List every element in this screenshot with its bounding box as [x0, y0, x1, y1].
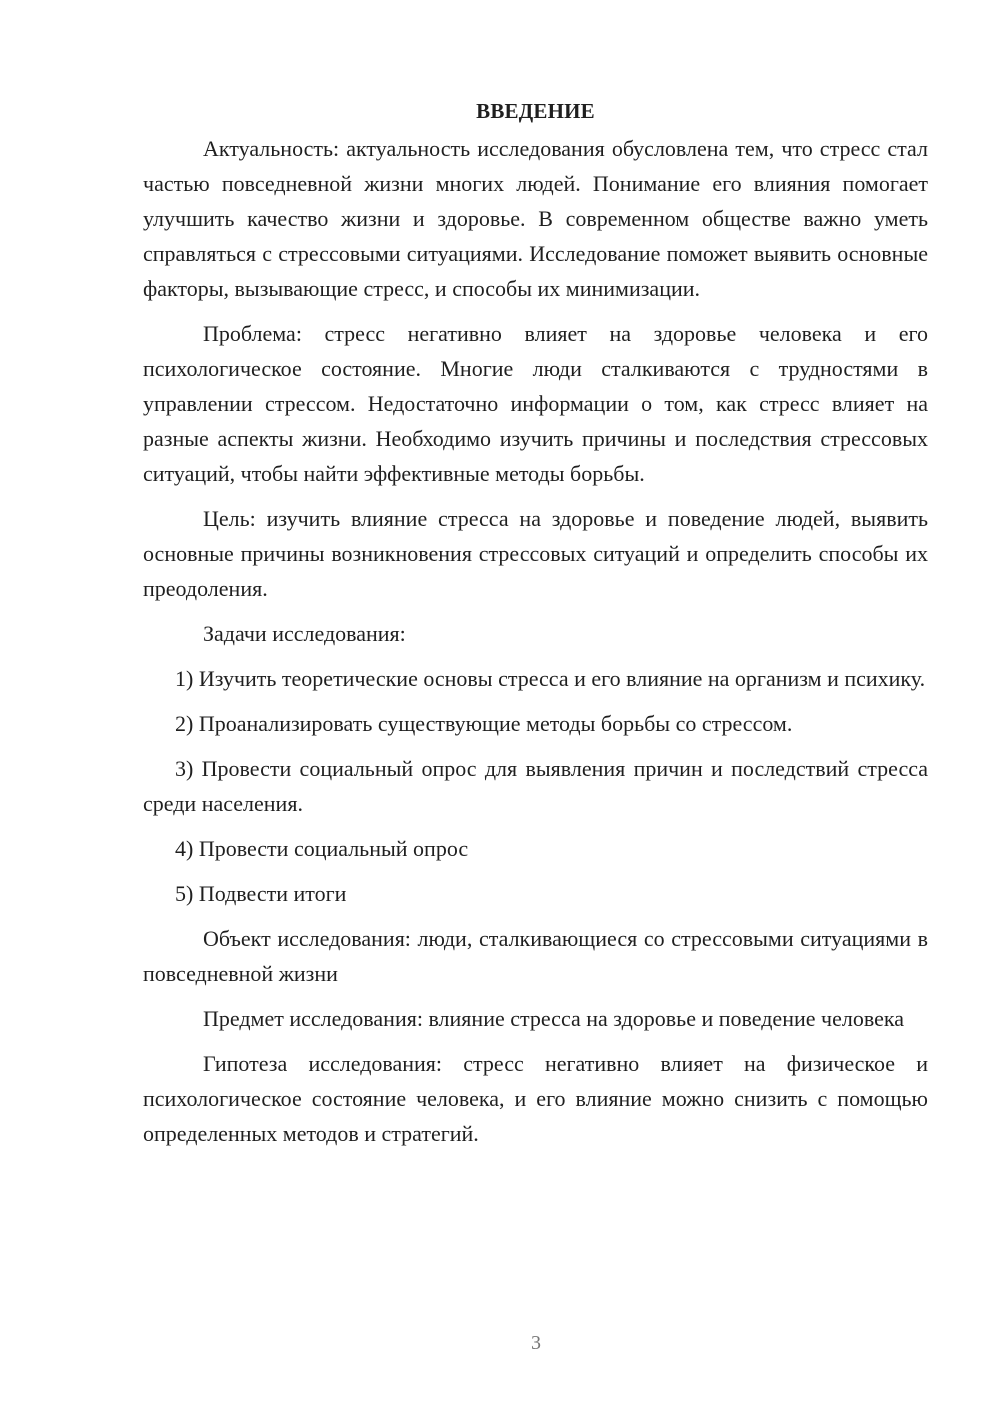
- page-number: 3: [531, 1332, 541, 1354]
- task-item-1: 1) Изучить теоретические основы стресса и его влияние на организм и психику.: [175, 666, 926, 691]
- paragraph-tasks-heading: Задачи исследования:: [203, 621, 406, 646]
- task-item-4: 4) Провести социальный опрос: [175, 836, 469, 861]
- paragraph-relevance: Актуальность: актуальность исследования обусловлена тем, что стресс стал частью повседневной жизни многих людей. Понимание его влияния помогает улучшить качество жизни и здоровье. В современном обществе важно уметь справляться с стрессовыми ситуациями. Исследование поможет выявить основные факторы, вызывающие стресс, и способы их минимизации.: [143, 136, 928, 301]
- section-title: ВВЕДЕНИЕ: [476, 99, 595, 123]
- task-item-2: 2) Проанализировать существующие методы борьбы со стрессом.: [175, 711, 793, 736]
- paragraph-hypothesis: Гипотеза исследования: стресс негативно влияет на физическое и психологическое состояние человека, и его влияние можно снизить с помощью определенных методов и стратегий.: [143, 1051, 928, 1146]
- paragraph-object: Объект исследования: люди, сталкивающиеся со стрессовыми ситуациями в повседневной жизни: [143, 926, 928, 986]
- task-item-5: 5) Подвести итоги: [175, 881, 347, 906]
- paragraph-subject: Предмет исследования: влияние стресса на здоровье и поведение человека: [203, 1006, 904, 1031]
- paragraph-problem: Проблема: стресс негативно влияет на здоровье человека и его психологическое состояние. Многие люди сталкиваются с трудностями в управлении стрессом. Недостаточно информации о том, как стресс влияет на разные аспекты жизни. Необходимо изучить причины и последствия стрессовых ситуаций, чтобы найти эффективные методы борьбы.: [143, 321, 928, 486]
- document-page: [143, 95, 928, 1161]
- task-item-3: 3) Провести социальный опрос для выявления причин и последствий стресса среди населения.: [143, 756, 928, 816]
- paragraph-goal: Цель: изучить влияние стресса на здоровье и поведение людей, выявить основные причины возникновения стрессовых ситуаций и определить способы их преодоления.: [143, 506, 928, 601]
